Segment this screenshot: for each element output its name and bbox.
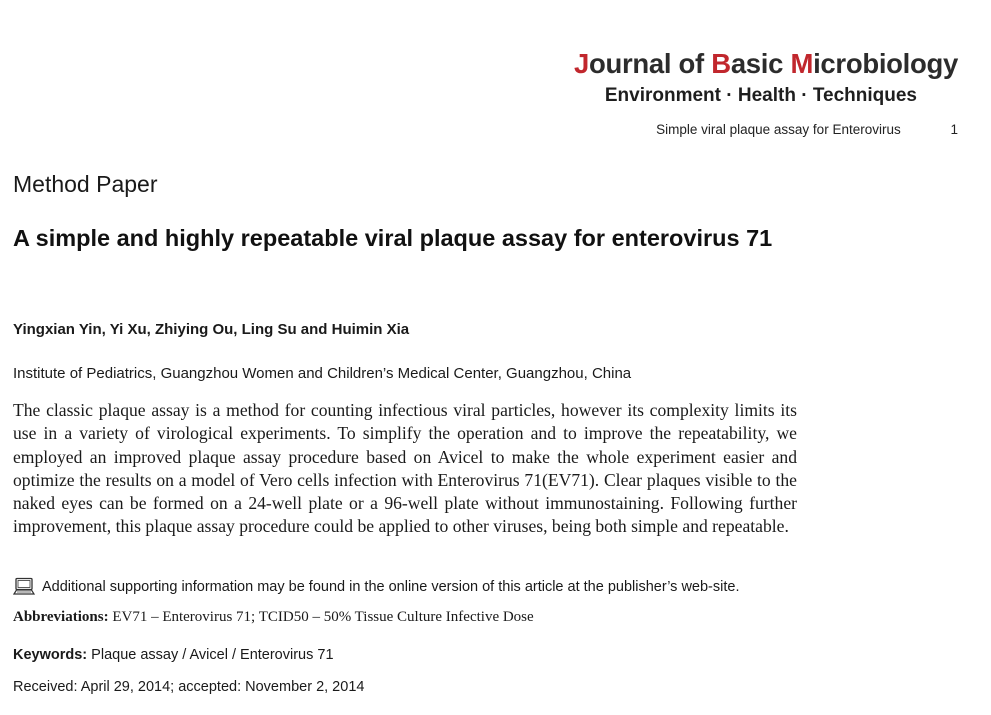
- journal-title-part-2: asic: [730, 48, 791, 79]
- abbreviations-text: EV71 – Enterovirus 71; TCID50 – 50% Tissue Culture Infective Dose: [112, 609, 534, 625]
- article-title: A simple and highly repeatable viral plaque assay for enterovirus 71: [13, 225, 773, 251]
- computer-icon: [13, 577, 35, 597]
- running-head: [656, 122, 958, 137]
- page-number: 1: [950, 122, 958, 137]
- received-dates: Received: April 29, 2014; accepted: November 2, 2014: [13, 679, 365, 695]
- abbreviations: [13, 609, 534, 626]
- affiliation: Institute of Pediatrics, Guangzhou Women and Children’s Medical Center, Guangzhou, China: [13, 365, 632, 382]
- author-list: Yingxian Yin, Yi Xu, Zhiying Ou, Ling Su and Huimin Xia: [13, 321, 410, 338]
- journal-title-part-3: icrobiology: [813, 48, 958, 79]
- keywords-label: Keywords:: [13, 647, 88, 663]
- journal-title: [574, 48, 958, 80]
- supporting-info-text: Additional supporting information may be found in the online version of this article at the publisher’s web-site.: [42, 579, 740, 595]
- journal-subtitle: Environment · Health · Techniques: [604, 85, 917, 106]
- running-head-title: Simple viral plaque assay for Enterovirus: [656, 122, 901, 137]
- keywords-text: Plaque assay / Avicel / Enterovirus 71: [91, 647, 334, 663]
- journal-title-initial-m: M: [790, 48, 814, 79]
- journal-title-initial-b: B: [711, 48, 731, 79]
- keywords: [13, 647, 334, 663]
- article-type: Method Paper: [13, 171, 158, 197]
- abstract: The classic plaque assay is a method for counting infectious viral particles, however its complexity limits its use in a variety of virological experiments. To simplify the operation and to improve the repeatability, we employed an improved plaque assay procedure based on Avicel to make the whole experiment easier and optimize the results on a model of Vero cells infection with Enterovirus 71(EV71). Clear plaques visible to the naked eyes can be formed on a 24-well plate or a 96-well plate without immunostaining. Following further improvement, this plaque assay procedure could be applied to other viruses, being both simple and repeatable.: [13, 400, 797, 537]
- abbreviations-label: Abbreviations:: [13, 609, 109, 625]
- supporting-info-note: [13, 577, 739, 597]
- journal-title-part-1: ournal of: [588, 48, 712, 79]
- journal-title-initial-j: J: [573, 48, 589, 79]
